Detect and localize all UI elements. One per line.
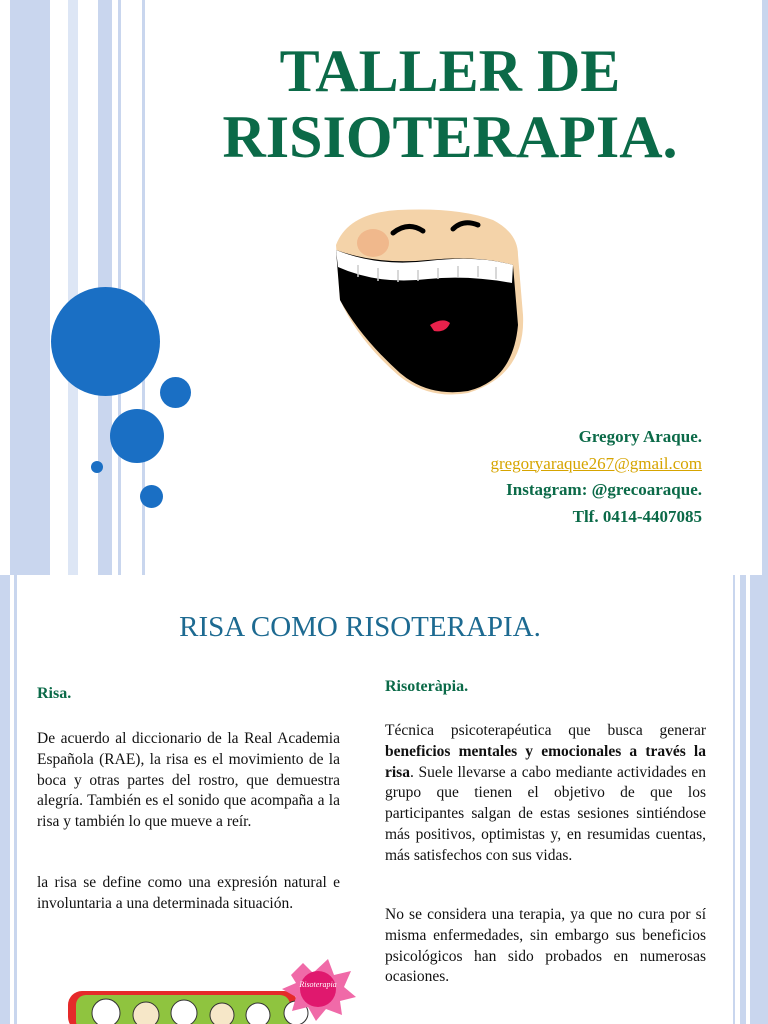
decor-stripe (762, 0, 768, 575)
decor-stripe (68, 0, 78, 575)
contact-name: Gregory Araque. (578, 427, 702, 446)
decor-circle (140, 485, 163, 508)
title-line-2: RISIOTERAPIA. (222, 104, 678, 170)
decor-stripe (750, 575, 768, 1024)
decor-stripe (50, 0, 68, 575)
decor-stripe (10, 0, 50, 575)
decor-stripe (740, 575, 746, 1024)
decor-circle (110, 409, 164, 463)
page-title (150, 38, 750, 170)
contact-instagram: Instagram: @grecoaraque. (506, 480, 702, 499)
contact-block (490, 424, 702, 530)
right-paragraph-1 (385, 721, 706, 867)
left-paragraph-1: De acuerdo al diccionario de la Real Academia Española (RAE), la risa es el movimiento de la boca y otras partes del rostro, que demuestra alegría. También es el sonido que acompaña a la risa y también lo que mueve a reír. (37, 730, 340, 831)
title-line-1: TALLER DE (279, 38, 621, 104)
collage-badge-text: Risoterapia (299, 980, 337, 989)
right-paragraph-1-text: . Suele llevarse a cabo mediante actividades en grupo que tienen el objetivo de que los participantes salgan de estas sesiones sintiéndose más positivos, optimistas y, en resumidas cuentas, más satisfechos con sus vidas. (385, 763, 706, 864)
collage-image (66, 955, 356, 1024)
right-column-heading: Risoteràpia. (385, 678, 469, 695)
laughing-face-image (318, 205, 528, 397)
right-paragraph-1-emphasis: beneficios mentales y emocionales a través la risa (385, 742, 706, 781)
decor-stripe (0, 0, 10, 575)
left-paragraph-2: la risa se define como una expresión natural e involuntaria a una determinada situación. (37, 874, 340, 912)
decor-circle (91, 461, 103, 473)
section-title: RISA COMO RISOTERAPIA. (179, 611, 541, 643)
right-paragraph-1-text: Técnica psicoterapéutica que busca generar (385, 722, 706, 739)
decor-circle (160, 377, 191, 408)
right-paragraph-2: No se considera una terapia, ya que no cura por sí misma enfermedades, sin embargo sus beneficios psicológicos han sido probados en numerosas ocasiones. (385, 906, 706, 986)
left-column-heading: Risa. (37, 685, 72, 702)
contact-email-link[interactable]: gregoryaraque267@gmail.com (490, 453, 702, 473)
slide-2 (0, 575, 768, 1024)
decor-stripe (733, 575, 735, 1024)
contact-phone: Tlf. 0414-4407085 (572, 506, 702, 526)
decor-stripe (118, 0, 121, 575)
decor-circle-large (51, 287, 160, 396)
